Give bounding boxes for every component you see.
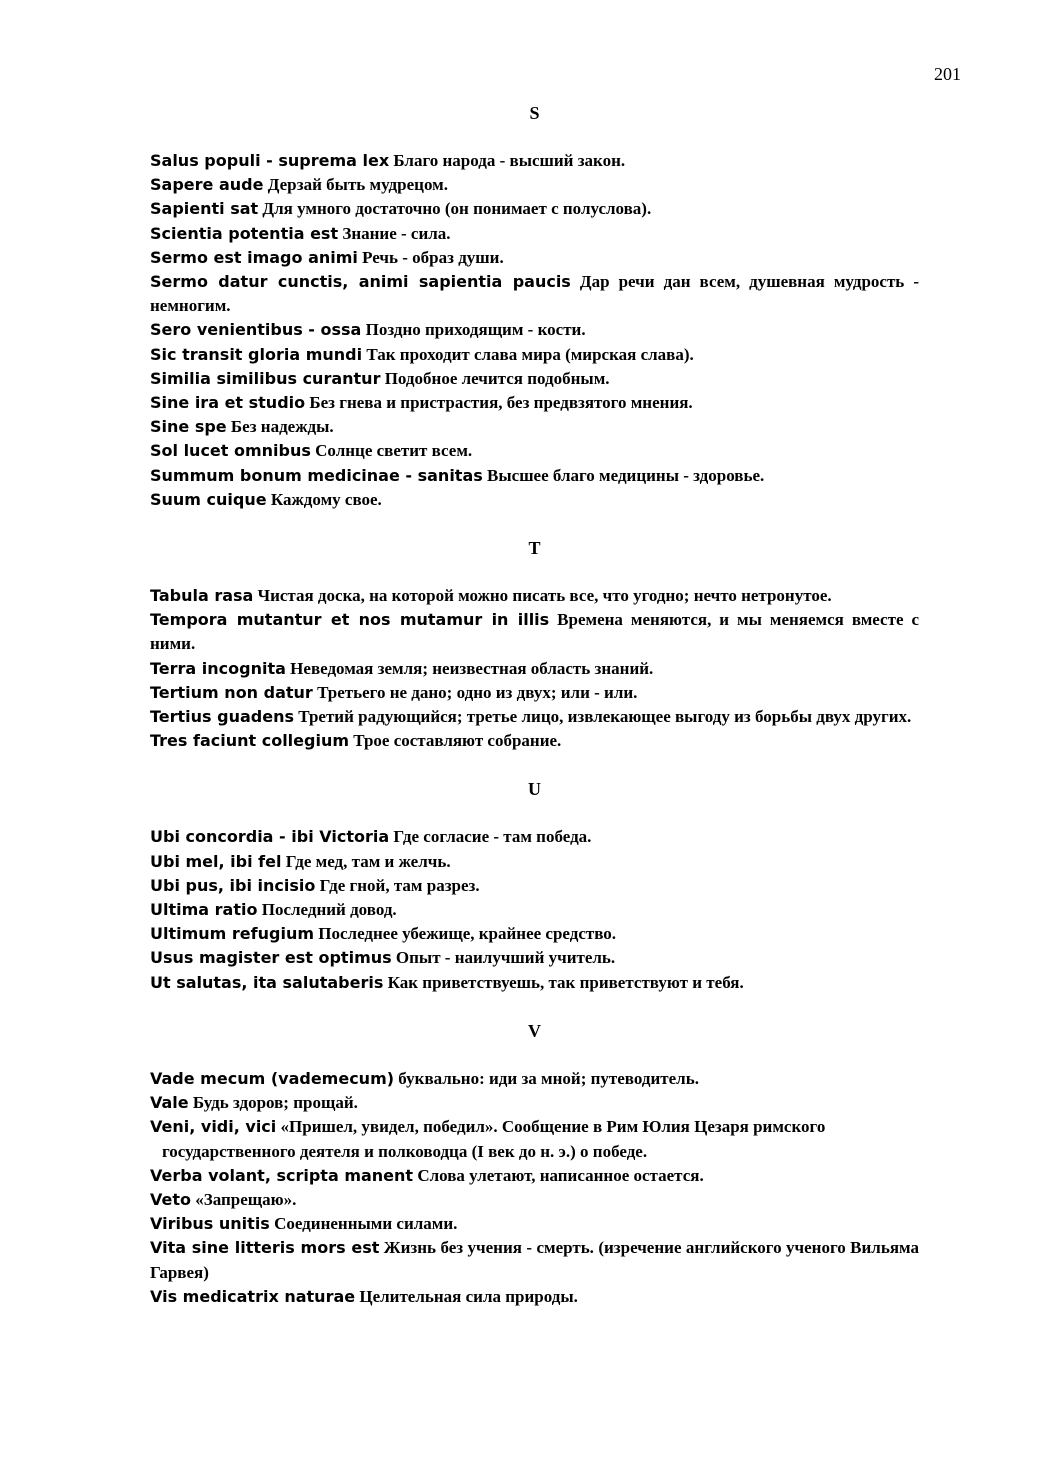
dictionary-entry (150, 270, 919, 318)
dictionary-entry (150, 197, 919, 221)
latin-phrase: Tres faciunt collegium (150, 731, 350, 751)
translation: буквально: иди за мной; путеводитель. (398, 1068, 699, 1088)
translation: Соединенными силами. (274, 1214, 458, 1234)
latin-phrase: Verba volant, scripta manent (150, 1165, 414, 1185)
section-heading: S (529, 103, 540, 123)
latin-phrase: Sermo datur cunctis, animi sapientia paucis (150, 272, 571, 292)
dictionary-entry (150, 1285, 919, 1309)
entry-list (150, 1067, 919, 1309)
latin-phrase: Ultimum refugium (150, 924, 315, 944)
dictionary-entry (150, 946, 919, 970)
page-number: 201 (934, 64, 961, 84)
dictionary-entry (150, 439, 919, 463)
latin-phrase: Ut salutas, ita salutaberis (150, 972, 384, 992)
section-s (150, 101, 919, 512)
section-t (150, 536, 919, 753)
translation: Опыт - наилучший учитель. (395, 948, 616, 968)
latin-phrase: Viribus unitis (150, 1214, 270, 1234)
section-heading: U (528, 779, 541, 800)
dictionary-entry (150, 971, 919, 995)
latin-phrase: Sapienti sat (150, 199, 259, 219)
dictionary-entry (150, 415, 919, 439)
dictionary-entry (150, 391, 919, 415)
dictionary-content (150, 101, 919, 1333)
latin-phrase: Sermo est imago animi (150, 247, 358, 267)
dictionary-entry (150, 464, 919, 488)
translation: Времена меняются, и мы меняемся вместе с ними. (150, 610, 919, 654)
translation: Третий радующийся; третье лицо, извлекающее выгоду из борьбы двух других. (298, 707, 912, 727)
latin-phrase: Tempora mutantur et nos mutamur in illis (150, 610, 550, 630)
translation: Знание - сила. (342, 223, 451, 243)
translation: Неведомая земля; неизвестная область знаний. (290, 658, 654, 678)
latin-phrase: Ubi concordia - ibi Victoria (150, 827, 390, 847)
dictionary-entry (150, 584, 919, 608)
translation: Без гнева и пристрастия, без предвзятого мнения. (309, 393, 693, 413)
latin-phrase: Ubi mel, ibi fel (150, 851, 282, 871)
translation: «Запрещаю». (195, 1189, 297, 1209)
translation: Будь здоров; прощай. (192, 1093, 358, 1113)
latin-phrase: Tertius guadens (150, 707, 295, 727)
dictionary-entry (150, 1091, 919, 1115)
dictionary-entry (150, 922, 919, 946)
section-v (150, 1019, 919, 1309)
latin-phrase: Summum bonum medicinae - sanitas (150, 465, 483, 485)
dictionary-entry (150, 1236, 919, 1284)
translation: Третьего не дано; одно из двух; или - или. (317, 682, 638, 702)
latin-phrase: Vita sine litteris mors est (150, 1238, 380, 1258)
latin-phrase: Vade mecum (vademecum) (150, 1068, 395, 1088)
dictionary-entry (150, 874, 919, 898)
dictionary-entry (150, 1188, 919, 1212)
latin-phrase: Vis medicatrix naturae (150, 1286, 356, 1306)
dictionary-entry (150, 1212, 919, 1236)
latin-phrase: Tabula rasa (150, 586, 254, 606)
latin-phrase: Sapere aude (150, 175, 264, 195)
translation: Для умного достаточно (он понимает с полуслова). (262, 199, 652, 219)
translation: Поздно приходящим - кости. (365, 320, 586, 340)
translation: Каждому свое. (270, 489, 382, 509)
dictionary-entry (150, 850, 919, 874)
dictionary-entry (150, 173, 919, 197)
latin-phrase: Suum cuique (150, 489, 267, 509)
translation: Без надежды. (230, 417, 334, 437)
dictionary-entry (150, 246, 919, 270)
translation: Где гной, там разрез. (319, 875, 480, 895)
latin-phrase: Sine ira et studio (150, 393, 306, 413)
translation: Слова улетают, написанное остается. (417, 1165, 704, 1185)
latin-phrase: Sic transit gloria mundi (150, 344, 363, 364)
entry-list (150, 825, 919, 994)
translation: «Пришел, увидел, победил». Сообщение в Рим Юлия Цезаря римского государственного деятеля и полководца (I век до н. э.) о победе. (162, 1117, 826, 1161)
translation: Где мед, там и желчь. (285, 851, 451, 871)
dictionary-entry (150, 318, 919, 342)
latin-phrase: Vale (150, 1093, 189, 1113)
dictionary-entry (150, 898, 919, 922)
translation: Высшее благо медицины - здоровье. (487, 465, 765, 485)
dictionary-entry (150, 367, 919, 391)
dictionary-entry (150, 1115, 919, 1163)
latin-phrase: Similia similibus curantur (150, 368, 381, 388)
dictionary-entry (150, 705, 919, 729)
section-heading: T (528, 538, 541, 559)
translation: Чистая доска, на которой можно писать все, что угодно; нечто нетронутое. (257, 586, 832, 606)
dictionary-entry (150, 825, 919, 849)
translation: Благо народа - высший закон. (393, 151, 626, 170)
translation: Последнее убежище, крайнее средство. (318, 924, 617, 944)
latin-phrase: Scientia potentia est (150, 223, 339, 243)
latin-phrase: Sero venientibus - ossa (150, 320, 362, 340)
latin-phrase: Usus magister est optimus (150, 948, 392, 968)
section-u (150, 777, 919, 994)
translation: Жизнь без учения - смерть. (изречение английского ученого Вильяма Гарвея) (150, 1238, 919, 1282)
dictionary-entry (150, 488, 919, 512)
translation: Речь - образ души. (362, 247, 504, 267)
dictionary-entry (150, 1164, 919, 1188)
translation: Где согласие - там победа. (393, 827, 592, 847)
translation: Трое составляют собрание. (353, 731, 562, 751)
translation: Солнце светит всем. (315, 441, 473, 461)
translation: Подобное лечится подобным. (384, 368, 610, 388)
translation: Дар речи дан всем, душевная мудрость - немногим. (150, 272, 920, 316)
translation: Так проходит слава мира (мирская слава). (366, 344, 694, 364)
translation: Последний довод. (261, 900, 397, 920)
latin-phrase: Veto (150, 1189, 191, 1209)
translation: Как приветствуешь, так приветствуют и тебя. (387, 972, 744, 992)
entry-list (150, 584, 919, 753)
latin-phrase: Salus populi - suprema lex (150, 151, 390, 170)
dictionary-entry (150, 681, 919, 705)
dictionary-entry (150, 149, 919, 173)
latin-phrase: Terra incognita (150, 658, 286, 678)
latin-phrase: Sol lucet omnibus (150, 441, 311, 461)
dictionary-entry (150, 608, 919, 656)
dictionary-entry (150, 729, 919, 753)
section-heading: V (528, 1020, 541, 1041)
latin-phrase: Sine spe (150, 417, 227, 437)
latin-phrase: Veni, vidi, vici (150, 1117, 277, 1137)
dictionary-entry (150, 657, 919, 681)
dictionary-entry (150, 1067, 919, 1091)
translation: Целительная сила природы. (359, 1286, 578, 1306)
latin-phrase: Ultima ratio (150, 900, 258, 920)
entry-list (150, 149, 919, 512)
latin-phrase: Ubi pus, ibi incisio (150, 875, 316, 895)
translation: Дерзай быть мудрецом. (267, 175, 448, 195)
dictionary-entry (150, 343, 919, 367)
dictionary-entry (150, 222, 919, 246)
latin-phrase: Tertium non datur (150, 682, 313, 702)
